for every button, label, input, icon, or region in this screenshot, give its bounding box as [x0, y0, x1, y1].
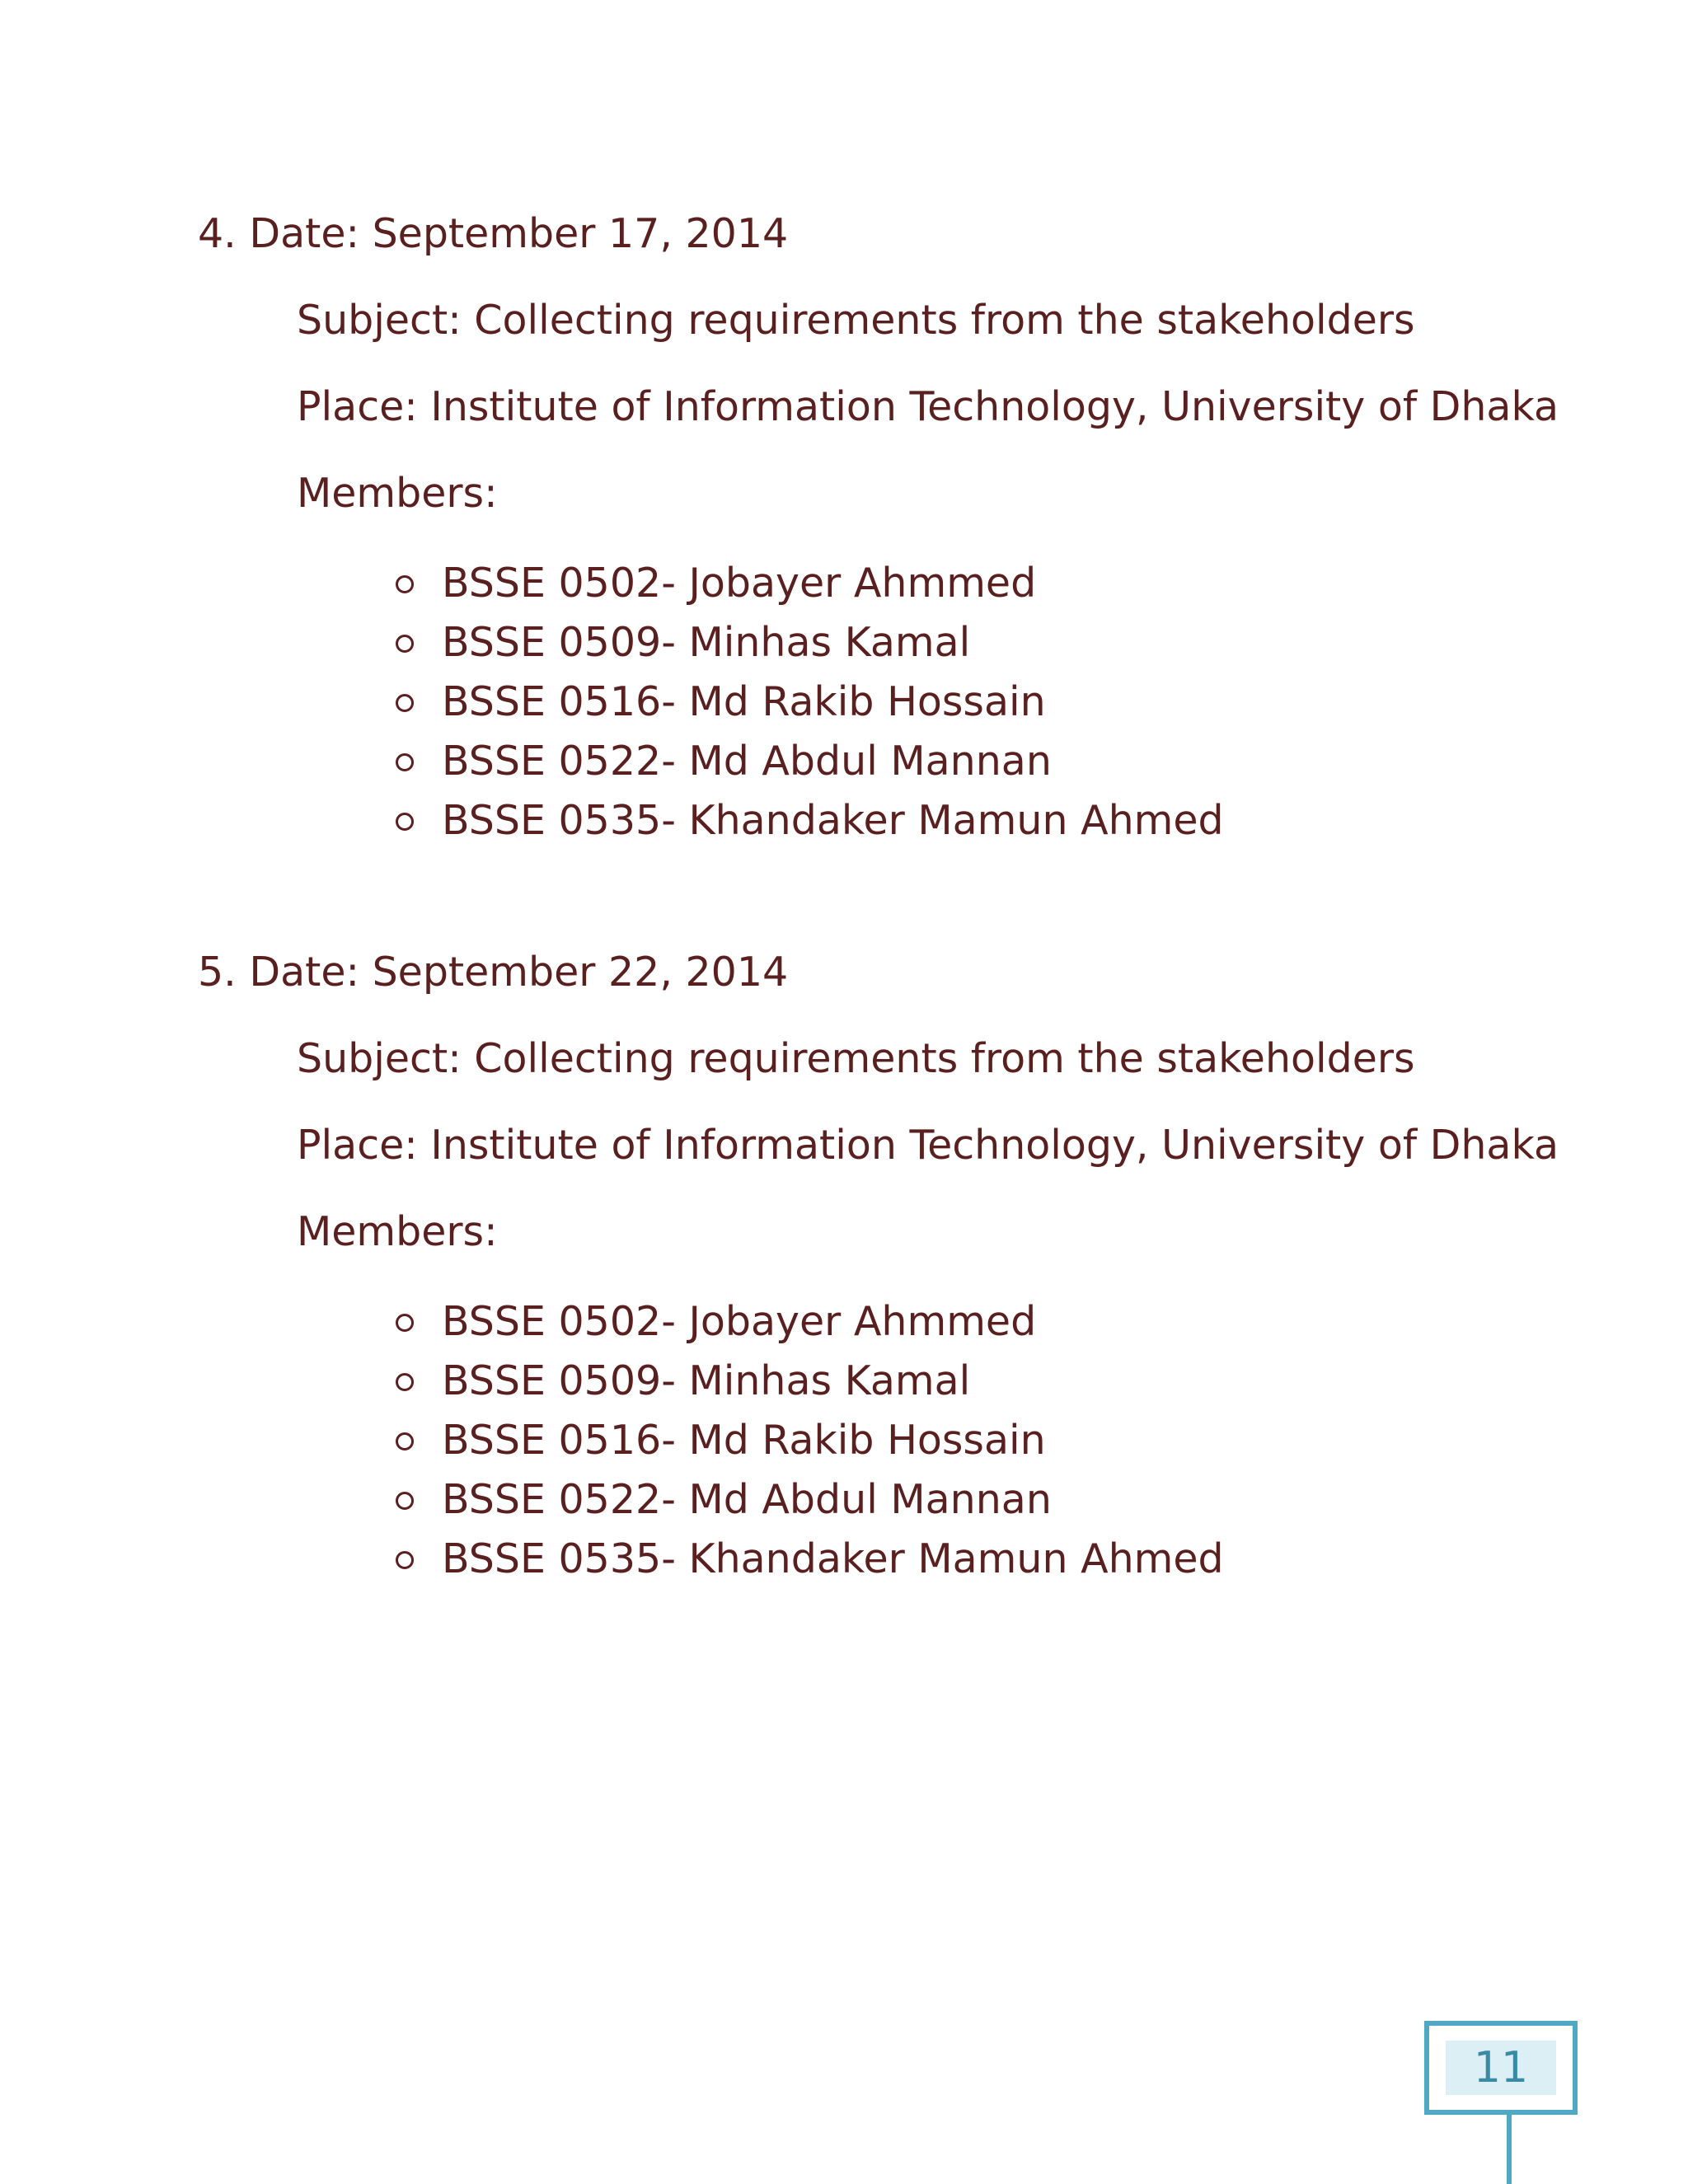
- list-item: [396, 791, 1599, 851]
- meeting-number: 4.: [198, 210, 237, 257]
- list-item: [396, 1411, 1599, 1470]
- circle-bullet-icon: [396, 813, 414, 831]
- member-text: BSSE 0535- Khandaker Mamun Ahmed: [442, 1535, 1224, 1582]
- circle-bullet-icon: [396, 1373, 414, 1391]
- place-value: Institute of Information Technology, University of Dhaka: [430, 383, 1559, 430]
- subject-label: Subject: [297, 1035, 448, 1082]
- place-label: Place: [297, 383, 405, 430]
- date-label: Date: [249, 210, 346, 257]
- members-label: Members:: [297, 1208, 498, 1255]
- list-item: [396, 1352, 1599, 1411]
- list-item: [396, 732, 1599, 791]
- meeting-heading: 4. Date: September 17, 2014: [198, 210, 789, 257]
- circle-bullet-icon: [396, 1314, 414, 1332]
- page-number: 11: [1446, 2041, 1556, 2095]
- circle-bullet-icon: [396, 635, 414, 653]
- meeting-heading: 5. Date: September 22, 2014: [198, 949, 789, 996]
- member-text: BSSE 0502- Jobayer Ahmmed: [442, 560, 1037, 607]
- place-line: Place: Institute of Information Technology, University of Dhaka: [297, 1122, 1559, 1169]
- list-item: [396, 673, 1599, 732]
- list-item: [396, 613, 1599, 673]
- member-text: BSSE 0522- Md Abdul Mannan: [442, 738, 1052, 785]
- members-label: Members:: [297, 470, 498, 517]
- circle-bullet-icon: [396, 1551, 414, 1569]
- date-value: September 22, 2014: [372, 949, 789, 996]
- subject-line: Subject: Collecting requirements from the stakeholders: [297, 1035, 1415, 1082]
- page-number-stem: [1507, 2115, 1512, 2184]
- circle-bullet-icon: [396, 575, 414, 593]
- list-item: [396, 1470, 1599, 1530]
- member-text: BSSE 0502- Jobayer Ahmmed: [442, 1298, 1037, 1345]
- circle-bullet-icon: [396, 1432, 414, 1451]
- member-text: BSSE 0522- Md Abdul Mannan: [442, 1476, 1052, 1523]
- subject-label: Subject: [297, 297, 448, 344]
- circle-bullet-icon: [396, 753, 414, 771]
- place-label: Place: [297, 1122, 405, 1169]
- member-text: BSSE 0516- Md Rakib Hossain: [442, 1417, 1046, 1464]
- circle-bullet-icon: [396, 1492, 414, 1510]
- member-text: BSSE 0509- Minhas Kamal: [442, 1357, 971, 1404]
- date-label: Date: [249, 949, 346, 996]
- date-value: September 17, 2014: [372, 210, 789, 257]
- circle-bullet-icon: [396, 694, 414, 712]
- member-text: BSSE 0509- Minhas Kamal: [442, 619, 971, 666]
- list-item: [396, 554, 1599, 613]
- place-value: Institute of Information Technology, University of Dhaka: [430, 1122, 1559, 1169]
- meeting-entry-5: [198, 946, 1599, 1589]
- subject-value: Collecting requirements from the stakeholders: [474, 1035, 1415, 1082]
- list-item: [396, 1292, 1599, 1352]
- meeting-entry-4: [198, 208, 1599, 851]
- place-line: Place: Institute of Information Technology, University of Dhaka: [297, 383, 1559, 430]
- members-list: [198, 554, 1599, 851]
- members-list: [198, 1292, 1599, 1589]
- subject-line: Subject: Collecting requirements from the stakeholders: [297, 297, 1415, 344]
- member-text: BSSE 0535- Khandaker Mamun Ahmed: [442, 797, 1224, 844]
- subject-value: Collecting requirements from the stakeholders: [474, 297, 1415, 344]
- list-item: [396, 1530, 1599, 1589]
- page-number-badge: [1424, 2021, 1578, 2115]
- member-text: BSSE 0516- Md Rakib Hossain: [442, 678, 1046, 725]
- meeting-number: 5.: [198, 949, 237, 996]
